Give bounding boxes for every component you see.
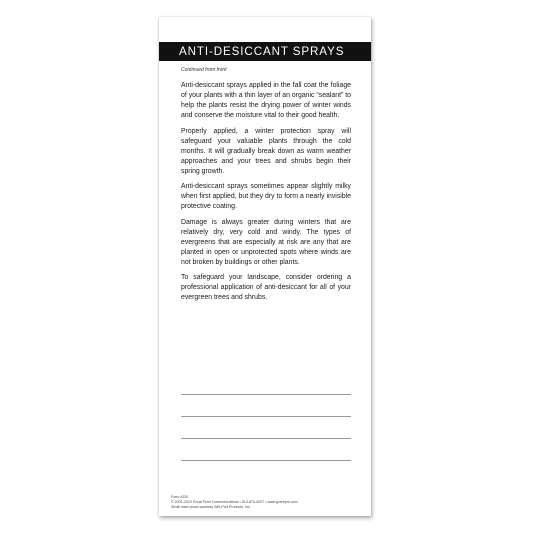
paragraph-2: Properly applied, a winter protection spray will safeguard your valuable plants through the cold months. It will gradually break down as warm weather approaches and your trees and shrubs begin their spring growth. bbox=[181, 127, 351, 175]
paragraph-3: Anti-desiccant sprays sometimes appear slightly milky when first applied, but they dry to form a nearly invisible protective coating. bbox=[181, 183, 351, 210]
write-in-line-4[interactable] bbox=[181, 460, 351, 461]
form-number: Form #220 bbox=[171, 495, 189, 499]
write-in-line-1[interactable] bbox=[181, 394, 351, 395]
footer-credits bbox=[171, 495, 366, 510]
paragraph-5: To safeguard your landscape, consider ordering a professional application of anti-desiccant for all of your evergreen trees and shrubs. bbox=[181, 274, 351, 301]
paragraph-1: Anti-desiccant sprays applied in the fall coat the foliage of your plants with a thin layer of an organic “sealant” to help the plants resist the drying power of winter winds and conserve the moisture vital to their good health. bbox=[181, 82, 351, 119]
copyright-line: © 2001-2023 Focal Point Communications • 513-874-0027 • www.gvsreprs.com bbox=[171, 500, 298, 504]
paragraph-4: Damage is always greater during winters that are relatively dry, very cold and windy. The types of evergreens that are especially at risk are any that are planted in open or unprotected spots where winds are not broken by buildings or other plants. bbox=[181, 218, 351, 266]
write-in-line-3[interactable] bbox=[181, 438, 351, 439]
body-text bbox=[181, 81, 351, 309]
write-in-line-2[interactable] bbox=[181, 416, 351, 417]
door-hanger-card bbox=[159, 17, 371, 516]
card-title: ANTI-DESICCANT SPRAYS bbox=[179, 45, 345, 58]
photo-credit: Small inset photo courtesy Wilt-Pruf Products, Inc. bbox=[171, 505, 251, 509]
continued-note: Continued from front bbox=[181, 67, 227, 73]
